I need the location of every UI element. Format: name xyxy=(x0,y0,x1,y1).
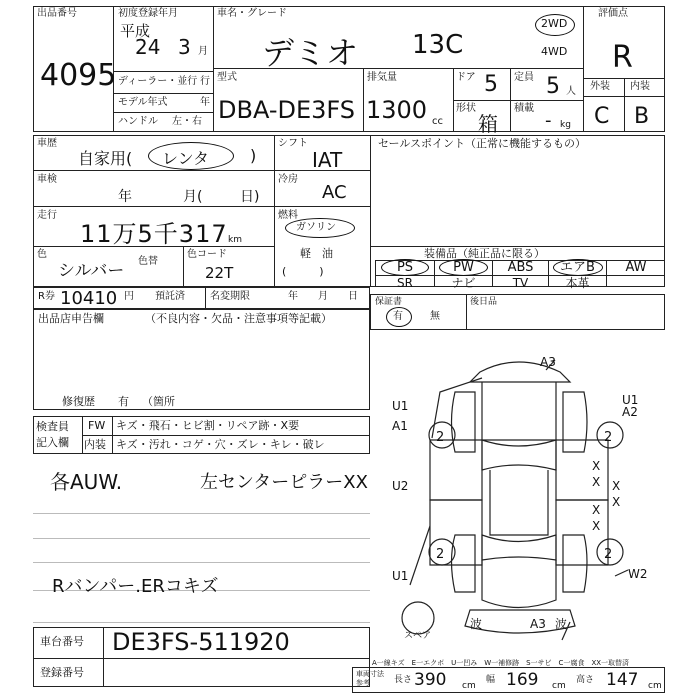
ps-circle xyxy=(381,259,429,276)
width-value: 169 xyxy=(506,670,539,690)
legend-line: A一線キズ E一エクボ U一凹み W一補修跡 S一サビ C一腐食 XX一取替済 xyxy=(372,659,630,667)
color-change-label: 色替 xyxy=(138,256,158,267)
mark-u1-right: U1 xyxy=(622,393,639,407)
equip-airbag: エアB xyxy=(560,260,595,275)
height-unit: cm xyxy=(648,681,662,691)
mark-u2-left: U2 xyxy=(392,479,409,493)
dealer-mark: 行 xyxy=(200,76,210,87)
shaken-label: 車検 xyxy=(37,174,57,185)
recycle-unit: 円 xyxy=(124,291,134,302)
fuel-diesel: 軽 油 xyxy=(300,247,333,260)
x-mark-1: X xyxy=(592,459,601,473)
shape-label: 形状 xyxy=(456,103,476,114)
pw-circle xyxy=(439,259,488,276)
length-label: 長さ xyxy=(394,675,413,685)
fuel-label: 燃料 xyxy=(278,210,298,221)
recycle-value: 10410 xyxy=(60,288,118,309)
dealer-label: ディーラー・並行 xyxy=(118,76,198,87)
equip-abs: ABS xyxy=(507,260,534,275)
width-label: 幅 xyxy=(486,675,496,685)
grade: 13C xyxy=(412,30,464,60)
model-year-unit: 年 xyxy=(200,97,210,108)
car-history-close: ) xyxy=(250,146,257,165)
inspector-label-2: 記入欄 xyxy=(36,436,69,449)
right-rear-fender xyxy=(563,535,587,592)
report-sub-label: （不良内容・欠品・注意事項等記載） xyxy=(145,312,332,325)
report-label: 出品店申告欄 xyxy=(38,312,104,325)
mark-line-3 xyxy=(410,526,430,585)
shaken-month: 月( xyxy=(183,189,203,205)
car-history-label: 車歴 xyxy=(37,138,57,149)
rating-exterior: C xyxy=(594,104,610,129)
load-value: - xyxy=(545,110,552,131)
warranty-label: 保証書 xyxy=(375,297,403,307)
handle-options: 左・右 xyxy=(172,116,202,127)
length-unit: cm xyxy=(462,681,476,691)
equip-sr: SR xyxy=(397,276,413,290)
height-value: 147 xyxy=(606,670,639,690)
displacement-label: 排気量 xyxy=(367,72,397,83)
warranty-no: 無 xyxy=(430,311,440,322)
fw-items: キズ・飛石・ヒビ割・リペア跡・X要 xyxy=(116,419,300,432)
month-unit: 月 xyxy=(198,46,208,57)
repair-parts: （箇所 xyxy=(142,395,175,408)
type-label: 型式 xyxy=(217,72,237,83)
equipment-label: 装備品（純正品に限る） xyxy=(424,247,545,260)
car-history-circled: レンタ xyxy=(162,149,209,168)
car-diagram xyxy=(370,330,665,660)
mark-a3-bottom: A3 xyxy=(530,617,546,631)
note-2: 左センターピラーXX xyxy=(200,472,368,493)
capacity-label: 定員 xyxy=(514,72,534,83)
left-front-fender xyxy=(452,392,476,452)
equip-leather: 本革 xyxy=(565,276,590,290)
tire-label-rr: 2 xyxy=(604,547,613,562)
repair-label: 修復歴 xyxy=(62,395,95,408)
ac-value: AC xyxy=(322,182,347,203)
name-change-month: 月 xyxy=(318,291,328,302)
tire-label-fr: 2 xyxy=(604,430,613,445)
equip-navi: ナビ xyxy=(451,276,476,290)
drive-4wd: 4WD xyxy=(541,45,568,58)
equip-tv: TV xyxy=(512,276,529,290)
mark-wave-right: 波 xyxy=(555,617,568,631)
handle-label: ハンドル xyxy=(118,116,158,127)
lot-number: 4095 xyxy=(40,58,117,93)
height-label: 高さ xyxy=(576,675,595,685)
interior-items: キズ・汚れ・コゲ・穴・ズレ・キレ・破レ xyxy=(116,438,325,451)
car-history-value: 自家用( xyxy=(78,149,133,168)
dims-label: 車両寸法参考 xyxy=(356,670,384,687)
equip-pw: PW xyxy=(453,260,474,275)
airbag-circle xyxy=(553,259,603,276)
mark-u1-lower: U1 xyxy=(392,569,409,583)
mileage-value: 11万5千317 xyxy=(80,220,228,248)
name-change-label: 名変期限 xyxy=(210,291,250,302)
x-mark-3: X xyxy=(612,479,621,493)
drive-2wd: 2WD xyxy=(541,17,568,30)
inspector-label-1: 検査員 xyxy=(36,420,69,433)
shape-value: 箱 xyxy=(478,112,498,136)
mark-line-4 xyxy=(615,570,628,576)
vin-value: DE3FS-511920 xyxy=(112,628,290,656)
first-reg-year: 24 xyxy=(135,35,161,59)
name-change-day: 日 xyxy=(348,291,358,302)
mark-a2-right: A2 xyxy=(622,405,638,419)
shaken-day: 日) xyxy=(240,189,260,205)
tire-label-rl: 2 xyxy=(436,547,445,562)
displacement-value: 1300 xyxy=(366,96,428,124)
rating-interior: B xyxy=(634,104,650,129)
equip-aw: AW xyxy=(625,260,647,275)
rating-score: R xyxy=(612,40,633,75)
recycle-label: R券 xyxy=(38,291,55,302)
fw-label: FW xyxy=(88,419,106,432)
ac-label: 冷房 xyxy=(278,174,298,185)
mark-a1-left: A1 xyxy=(392,419,408,433)
lot-label: 出品番号 xyxy=(37,8,77,19)
vin-label: 車台番号 xyxy=(40,635,84,648)
model-label: 車名・グレード xyxy=(217,8,287,19)
mark-a3-top: A3 xyxy=(540,355,556,369)
spare-label: スペア xyxy=(404,631,432,641)
mileage-label: 走行 xyxy=(37,210,57,221)
left-front-door xyxy=(430,440,482,500)
sales-point-label: セールスポイント（正常に機能するもの） xyxy=(378,137,587,150)
warranty-yes: 有 xyxy=(393,311,403,322)
interior-insp-label: 内装 xyxy=(84,438,106,451)
first-reg-era: 平成 xyxy=(120,22,151,40)
x-mark-6: X xyxy=(592,519,601,533)
x-mark-2: X xyxy=(592,475,601,489)
length-value: 390 xyxy=(414,670,447,690)
type-value: DBA-DE3FS xyxy=(218,96,356,124)
roof-shape xyxy=(490,470,548,535)
mark-w2-lower-right: W2 xyxy=(628,567,648,581)
trunk-shape xyxy=(482,560,556,608)
rating-label: 評価点 xyxy=(598,8,628,19)
color-label: 色 xyxy=(37,249,47,260)
color-code-label: 色コード xyxy=(187,249,227,260)
mileage-unit: km xyxy=(228,235,242,245)
note-3: Rバンパー.ERコキズ xyxy=(52,576,219,597)
mark-wave-left: 波 xyxy=(470,617,483,631)
interior-label: 内装 xyxy=(630,81,650,92)
capacity-value: 5 xyxy=(546,74,560,99)
shift-label: シフト xyxy=(278,138,308,149)
x-mark-4: X xyxy=(612,495,621,509)
color-value: シルバー xyxy=(58,261,125,281)
fuel-blank: ( ) xyxy=(282,265,324,278)
warranty-frame xyxy=(370,294,665,330)
equip-ps: PS xyxy=(396,260,414,275)
model-name: デミオ xyxy=(262,34,359,72)
reg-label: 登録番号 xyxy=(40,666,84,679)
shift-value: IAT xyxy=(312,148,343,172)
model-year-label: モデル年式 xyxy=(118,97,168,108)
windshield-shape xyxy=(482,440,556,470)
shaken-year: 年 xyxy=(118,189,132,205)
fuel-gasoline: ガソリン xyxy=(296,222,336,233)
first-reg-label: 初度登録年月 xyxy=(118,8,178,19)
name-change-year: 年 xyxy=(288,291,298,302)
load-unit: kg xyxy=(560,120,571,130)
first-reg-month: 3 xyxy=(178,35,191,59)
left-rear-fender xyxy=(452,535,476,592)
doors-label: ドア xyxy=(456,72,476,83)
hood-shape xyxy=(482,382,556,440)
load-label: 積載 xyxy=(514,103,534,114)
x-mark-5: X xyxy=(592,503,601,517)
note-1: 各AUW. xyxy=(50,470,123,494)
exterior-label: 外装 xyxy=(590,81,610,92)
rear-glass-shape xyxy=(482,535,556,560)
later-label: 後日品 xyxy=(470,297,498,307)
capacity-unit: 人 xyxy=(566,86,576,97)
mark-u1-left: U1 xyxy=(392,399,409,413)
tire-label-fl: 2 xyxy=(436,430,445,445)
doors-value: 5 xyxy=(484,72,498,97)
deposit-label: 預託済 xyxy=(155,291,185,302)
repair-value: 有 xyxy=(118,395,129,408)
right-front-fender xyxy=(563,392,587,452)
color-code-value: 22T xyxy=(205,264,234,282)
displacement-unit: cc xyxy=(432,116,443,127)
width-unit: cm xyxy=(552,681,566,691)
spare-tire xyxy=(402,602,434,634)
